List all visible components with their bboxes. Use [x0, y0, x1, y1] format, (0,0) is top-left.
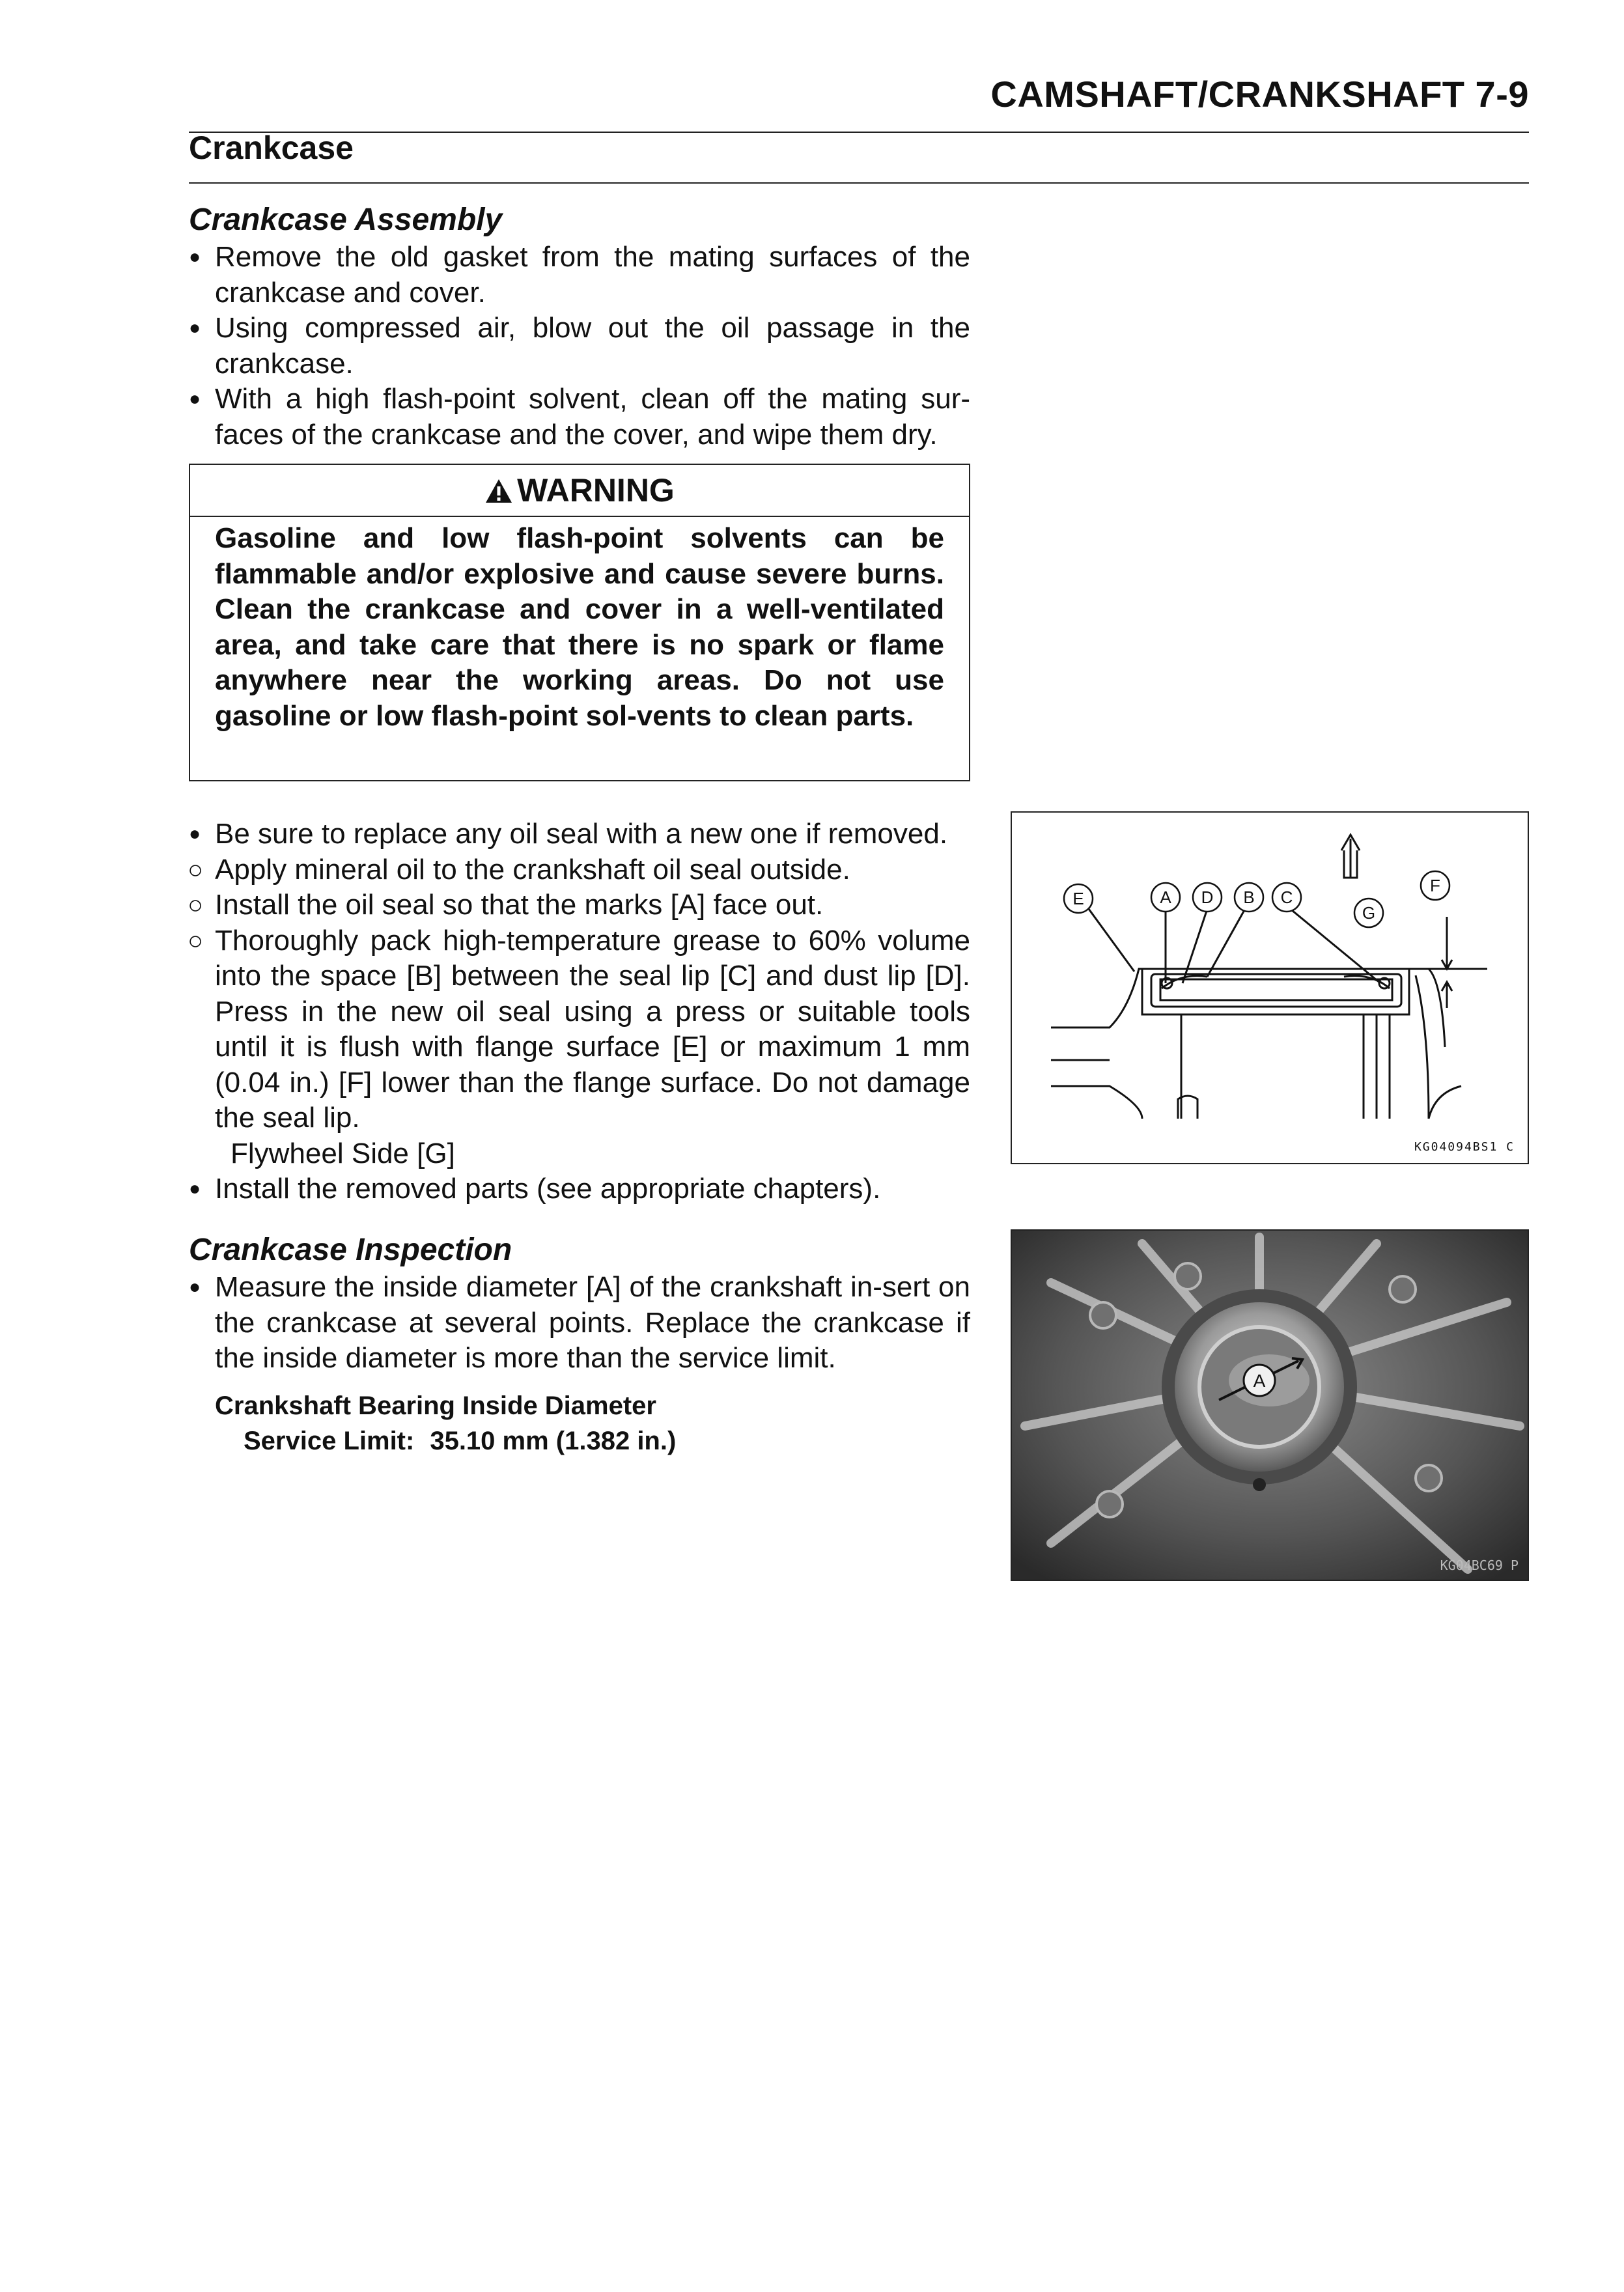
- section-divider: [189, 182, 1529, 184]
- spec-value: 35.10 mm (1.382 in.): [430, 1426, 677, 1455]
- assembly-heading: Crankcase Assembly: [189, 203, 503, 237]
- fig1-label: G: [1362, 903, 1376, 923]
- fig1-label: E: [1072, 889, 1084, 908]
- assembly-step: ● With a high flash-point solvent, clean off the mating sur-faces of the crankcase and the cover, and wipe them dry.: [189, 382, 970, 453]
- inspection-section: [189, 1231, 970, 1459]
- warning-title-text: WARNING: [517, 472, 675, 509]
- spec-label: Service Limit:: [244, 1426, 415, 1455]
- crankcase-photo: [1011, 1229, 1529, 1581]
- oil-seal-step: ○ Thoroughly pack high-temperature grease to 60% volume into the space [B] between the seal lip [C] and dust lip [D]. Press in the new oil seal using a press or suitable tools until it is flush with flange surface [E] or maximum 1 mm (0.04 in.) [F] lower than the flange surface. Do not damage the seal lip.: [189, 923, 970, 1136]
- fig1-label: F: [1430, 876, 1440, 895]
- inspection-step: ● Measure the inside diameter [A] of the crankshaft in-sert on the crankcase at several points. Replace the crankcase if the inside diameter is more than the service limit.: [189, 1270, 970, 1377]
- fig1-label: A: [1160, 887, 1171, 907]
- warning-body: Gasoline and low flash-point solvents can be flammable and/or explosive and cause severe burns. Clean the crankcase and cover in a well-ventilated area, and take care that there is no spark or flame anywhere near the working areas. Do not use gasoline or low flash-point sol-vents to clean parts.: [215, 522, 944, 732]
- fig2-label: A: [1253, 1371, 1266, 1391]
- assembly-step: ● Remove the old gasket from the mating surfaces of the crankcase and cover.: [189, 240, 970, 311]
- oil-seal-diagram: [1011, 811, 1529, 1164]
- oil-seal-step: ○ Apply mineral oil to the crankshaft oil seal outside.: [189, 852, 970, 888]
- fig1-label: D: [1201, 887, 1214, 907]
- section-title: Crankcase: [189, 130, 354, 166]
- fig1-label: C: [1280, 887, 1293, 907]
- oil-seal-step: ● Install the removed parts (see appropriate chapters).: [189, 1171, 970, 1207]
- page-header: [189, 73, 1529, 133]
- fig1-code: KG04094BS1 C: [1414, 1140, 1515, 1154]
- warning-divider: [190, 516, 969, 517]
- oil-seal-step: ○ Install the oil seal so that the marks [A] face out.: [189, 887, 970, 923]
- crankcase-photo-image: [1012, 1231, 1528, 1580]
- chapter-title: CAMSHAFT/CRANKSHAFT 7-9: [990, 74, 1529, 115]
- assembly-step: ● Using compressed air, blow out the oil passage in the crankcase.: [189, 311, 970, 382]
- warning-box: [189, 464, 970, 781]
- fig1-label: B: [1243, 887, 1255, 907]
- spec-title: Crankshaft Bearing Inside Diameter: [215, 1391, 656, 1420]
- oil-seal-step: Flywheel Side [G]: [231, 1137, 455, 1169]
- oil-seal-section: [189, 817, 970, 1207]
- spec-row: [189, 1423, 970, 1459]
- assembly-section: [189, 201, 970, 453]
- inspection-heading: Crankcase Inspection: [189, 1233, 512, 1267]
- oil-seal-step: ● Be sure to replace any oil seal with a new one if removed.: [189, 817, 970, 852]
- fig2-code: KG04BC69 P: [1440, 1558, 1519, 1573]
- warning-triangle-icon: [484, 478, 513, 504]
- warning-title: [190, 471, 969, 509]
- oil-seal-diagram-drawing: [1012, 813, 1528, 1163]
